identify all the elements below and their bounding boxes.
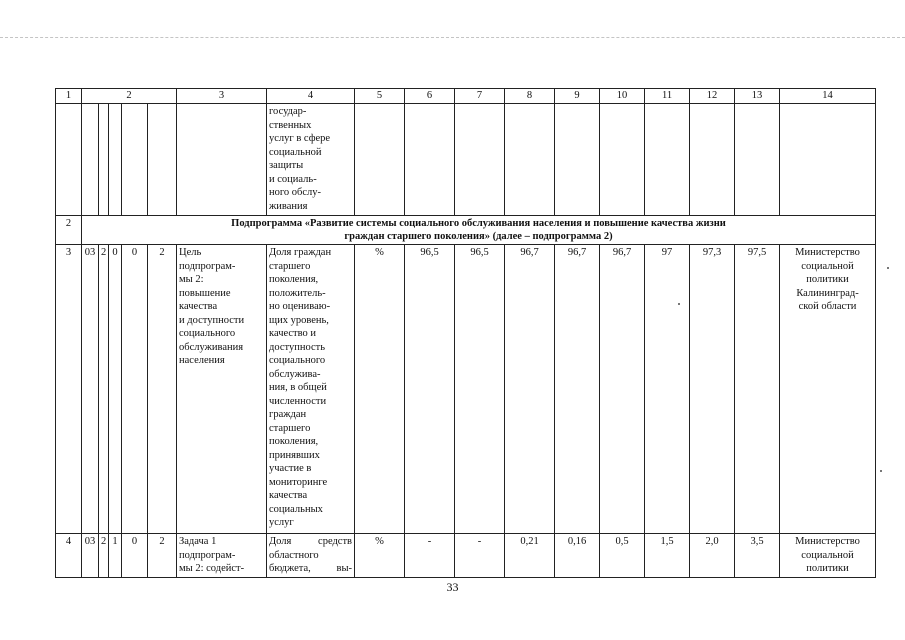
code-cell: 1 — [109, 534, 122, 578]
subprogram-title: Подпрограмма «Развитие системы социального обслуживания населения и повышение качества жизни граждан старшего поколения» (далее – подпрограмма 2) — [82, 216, 876, 245]
indicator-line: областного — [269, 549, 319, 561]
code-cell: 2 — [148, 534, 177, 578]
table-row — [56, 534, 876, 578]
scan-speck — [678, 303, 680, 305]
responsible-cell: Министерство социальной политики — [780, 534, 876, 578]
value-cell: 96,7 — [505, 245, 555, 534]
value-cell: 3,5 — [735, 534, 780, 578]
value-cell: 97 — [645, 245, 690, 534]
code-cell: 2 — [99, 534, 109, 578]
code-cell: 2 — [148, 245, 177, 534]
scan-speck — [880, 470, 882, 472]
page-number: 33 — [446, 580, 459, 594]
row-number: 4 — [56, 534, 82, 578]
table-row — [56, 245, 876, 534]
indicator-line: бюджета, вы- — [269, 563, 353, 574]
goal-name-cell: Цель подпрограм- мы 2: повышение качества и доступности социального обслуживания населения — [177, 245, 267, 534]
col-header: 13 — [735, 89, 780, 104]
code-cell: 03 — [82, 534, 99, 578]
col-header: 12 — [690, 89, 735, 104]
col-header: 3 — [177, 89, 267, 104]
value-cell: - — [405, 534, 455, 578]
col-header: 5 — [355, 89, 405, 104]
row-number: 3 — [56, 245, 82, 534]
col-header: 1 — [56, 89, 82, 104]
unit-cell: % — [355, 534, 405, 578]
indicator-cell — [267, 534, 355, 578]
code-cell: 0 — [122, 534, 148, 578]
row-number: 2 — [56, 216, 82, 245]
indicator-cell: государ- ственных услуг в сфере социальной защиты и социаль- ного обслу- живания — [267, 104, 355, 216]
responsible-cell: Министерство социальной политики Калининград- ской области — [780, 245, 876, 534]
value-cell: 0,5 — [600, 534, 645, 578]
col-header: 8 — [505, 89, 555, 104]
col-header: 11 — [645, 89, 690, 104]
col-header: 4 — [267, 89, 355, 104]
value-cell: 0,21 — [505, 534, 555, 578]
value-cell: 2,0 — [690, 534, 735, 578]
code-cell: 0 — [109, 245, 122, 534]
task-name-cell: Задача 1 подпрограм- мы 2: содейст- — [177, 534, 267, 578]
value-cell: 96,5 — [455, 245, 505, 534]
value-cell: 96,7 — [600, 245, 645, 534]
col-header: 14 — [780, 89, 876, 104]
indicators-table — [55, 88, 876, 578]
subprogram-row — [56, 216, 876, 245]
code-cell: 2 — [99, 245, 109, 534]
value-cell: 96,5 — [405, 245, 455, 534]
scan-speck — [887, 267, 889, 269]
column-number-row — [56, 89, 876, 104]
value-cell: 0,16 — [555, 534, 600, 578]
col-header: 10 — [600, 89, 645, 104]
col-header: 2 — [82, 89, 177, 104]
unit-cell: % — [355, 245, 405, 534]
col-header: 9 — [555, 89, 600, 104]
value-cell: - — [455, 534, 505, 578]
scan-artifact-line — [0, 37, 905, 38]
indicator-cell: Доля граждан старшего поколения, положитель- но оцениваю- щих уровень, качество и доступность социального обслужива- ния, в общей численности граждан старшего поколения, принявших участие в мониторинге качества социальных услуг — [267, 245, 355, 534]
col-header: 7 — [455, 89, 505, 104]
value-cell: 97,3 — [690, 245, 735, 534]
code-cell: 03 — [82, 245, 99, 534]
code-cell: 0 — [122, 245, 148, 534]
table-row — [56, 104, 876, 216]
col-header: 6 — [405, 89, 455, 104]
value-cell: 97,5 — [735, 245, 780, 534]
value-cell: 1,5 — [645, 534, 690, 578]
value-cell: 96,7 — [555, 245, 600, 534]
indicator-line: Доля средств — [269, 536, 353, 547]
